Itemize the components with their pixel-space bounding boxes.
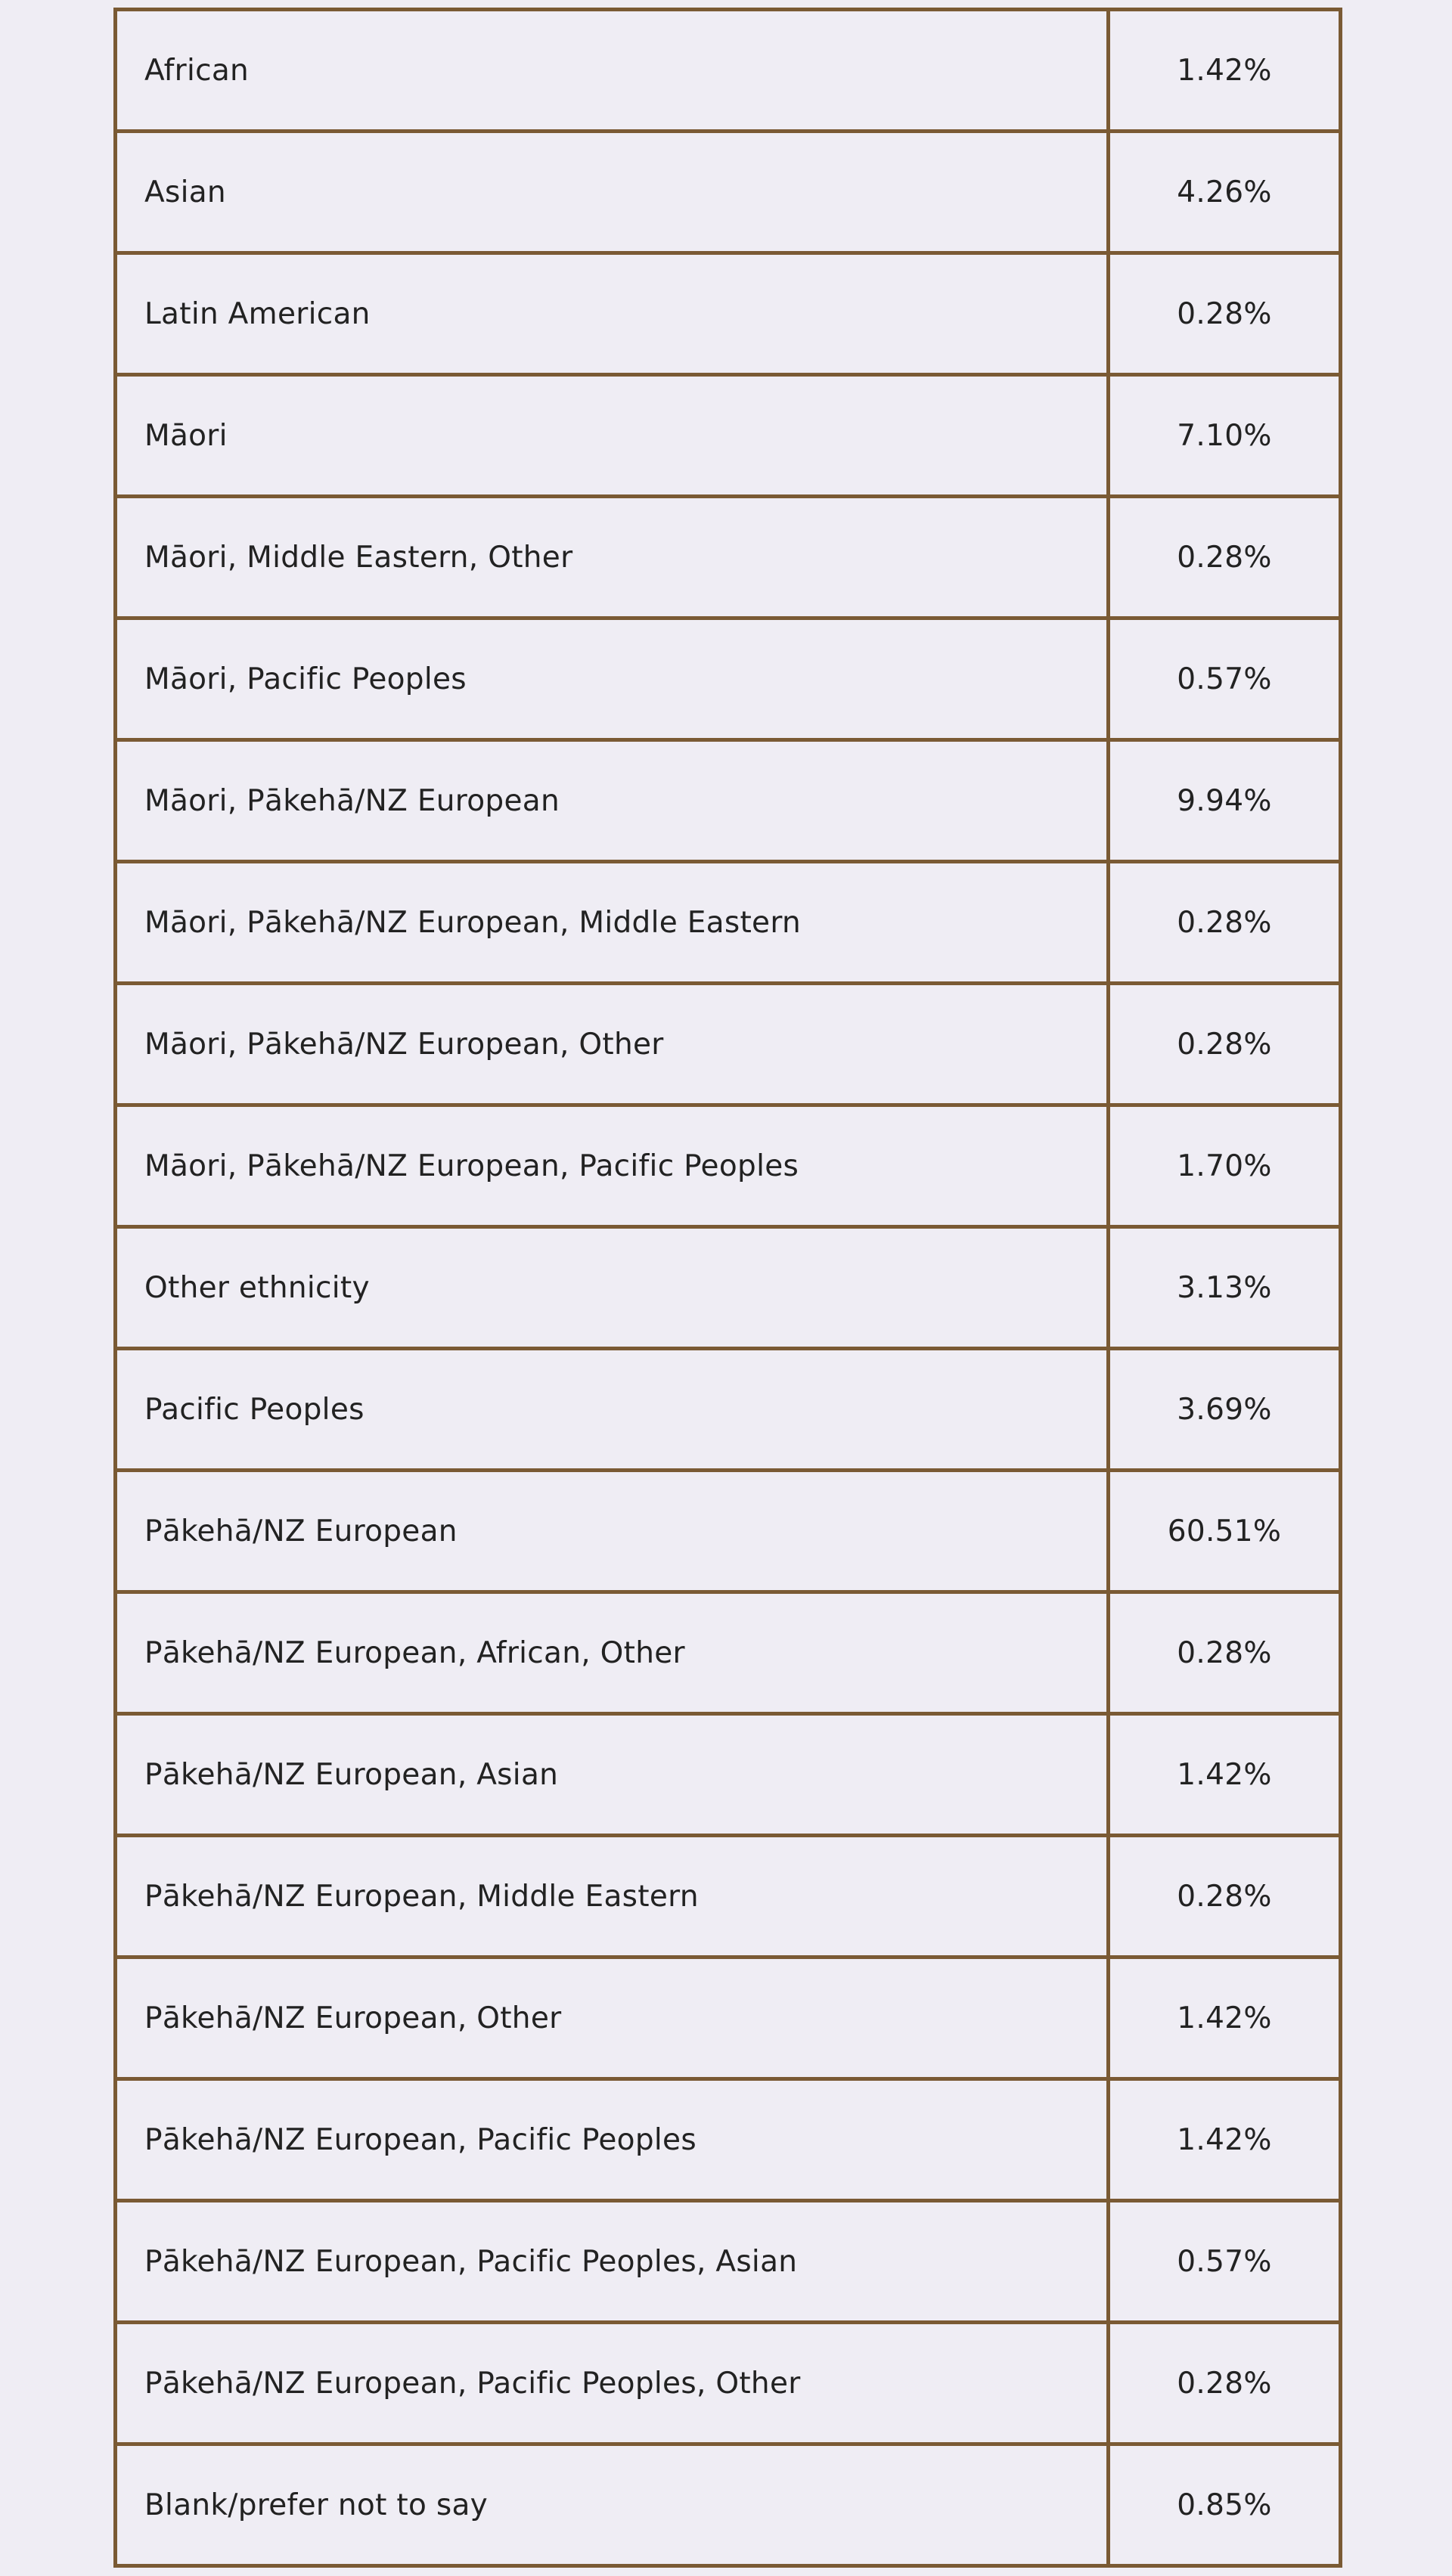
ethnicity-table	[113, 8, 1342, 2568]
table-row	[116, 862, 1341, 984]
table-row	[116, 2323, 1341, 2444]
table-row	[116, 1958, 1341, 2079]
percent-cell: 3.69%	[1109, 1349, 1341, 1471]
ethnicity-cell: Māori, Pacific Peoples	[116, 618, 1109, 740]
table-row	[116, 1349, 1341, 1471]
percent-cell: 0.28%	[1109, 1836, 1341, 1958]
percent-cell: 9.94%	[1109, 740, 1341, 862]
table-row	[116, 1592, 1341, 1714]
percent-cell: 0.28%	[1109, 497, 1341, 618]
ethnicity-cell: Māori, Pākehā/NZ European, Middle Eastern	[116, 862, 1109, 984]
percent-cell: 7.10%	[1109, 375, 1341, 497]
ethnicity-cell: Māori, Pākehā/NZ European, Pacific Peoples	[116, 1105, 1109, 1227]
table-row	[116, 618, 1341, 740]
ethnicity-cell: Māori, Middle Eastern, Other	[116, 497, 1109, 618]
ethnicity-cell: Māori, Pākehā/NZ European	[116, 740, 1109, 862]
table-row	[116, 740, 1341, 862]
table-row	[116, 2201, 1341, 2323]
ethnicity-cell: Pākehā/NZ European, African, Other	[116, 1592, 1109, 1714]
table-row	[116, 984, 1341, 1105]
ethnicity-cell: Pākehā/NZ European, Pacific Peoples	[116, 2079, 1109, 2201]
percent-cell: 0.28%	[1109, 984, 1341, 1105]
ethnicity-cell: Māori	[116, 375, 1109, 497]
ethnicity-cell: Pākehā/NZ European, Pacific Peoples, Other	[116, 2323, 1109, 2444]
ethnicity-cell: Pacific Peoples	[116, 1349, 1109, 1471]
percent-cell: 1.70%	[1109, 1105, 1341, 1227]
table-row	[116, 375, 1341, 497]
ethnicity-cell: Pākehā/NZ European, Middle Eastern	[116, 1836, 1109, 1958]
percent-cell: 1.42%	[1109, 10, 1341, 132]
table-row	[116, 1227, 1341, 1349]
ethnicity-cell: Asian	[116, 132, 1109, 253]
table-row	[116, 497, 1341, 618]
table-row	[116, 253, 1341, 375]
table-row	[116, 1471, 1341, 1592]
percent-cell: 0.28%	[1109, 1592, 1341, 1714]
ethnicity-cell: Pākehā/NZ European, Other	[116, 1958, 1109, 2079]
ethnicity-cell: Latin American	[116, 253, 1109, 375]
percent-cell: 1.42%	[1109, 1958, 1341, 2079]
percent-cell: 0.57%	[1109, 2201, 1341, 2323]
table-row	[116, 2079, 1341, 2201]
ethnicity-cell: Blank/prefer not to say	[116, 2444, 1109, 2566]
percent-cell: 0.57%	[1109, 618, 1341, 740]
table-row	[116, 1105, 1341, 1227]
table-row	[116, 10, 1341, 132]
table-row	[116, 132, 1341, 253]
percent-cell: 0.28%	[1109, 862, 1341, 984]
percent-cell: 0.28%	[1109, 2323, 1341, 2444]
ethnicity-cell: African	[116, 10, 1109, 132]
ethnicity-cell: Pākehā/NZ European, Pacific Peoples, Asian	[116, 2201, 1109, 2323]
percent-cell: 60.51%	[1109, 1471, 1341, 1592]
ethnicity-cell: Māori, Pākehā/NZ European, Other	[116, 984, 1109, 1105]
percent-cell: 0.85%	[1109, 2444, 1341, 2566]
percent-cell: 3.13%	[1109, 1227, 1341, 1349]
ethnicity-cell: Pākehā/NZ European, Asian	[116, 1714, 1109, 1836]
ethnicity-cell: Other ethnicity	[116, 1227, 1109, 1349]
ethnicity-cell: Pākehā/NZ European	[116, 1471, 1109, 1592]
percent-cell: 0.28%	[1109, 253, 1341, 375]
ethnicity-table-body	[116, 10, 1341, 2566]
table-row	[116, 1714, 1341, 1836]
percent-cell: 1.42%	[1109, 1714, 1341, 1836]
percent-cell: 1.42%	[1109, 2079, 1341, 2201]
table-row	[116, 1836, 1341, 1958]
table-row	[116, 2444, 1341, 2566]
percent-cell: 4.26%	[1109, 132, 1341, 253]
ethnicity-table-container	[113, 8, 1339, 2568]
